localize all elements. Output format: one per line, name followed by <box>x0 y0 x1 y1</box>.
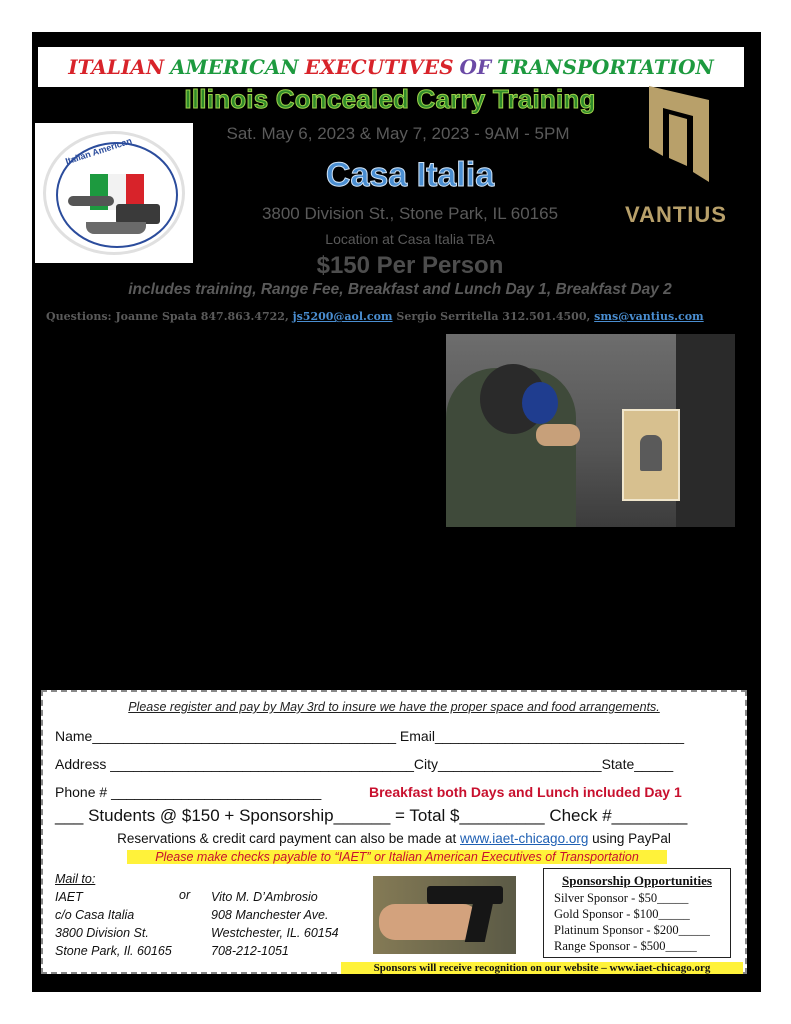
sponsorship-box <box>543 868 731 958</box>
title-word-american: AMERICAN <box>170 55 299 79</box>
shooting-range-photo <box>446 334 735 527</box>
contact-middle: Sergio Serritella 312.501.4500, <box>396 310 591 323</box>
reservations-suffix: using PayPal <box>592 831 671 846</box>
iaet-logo-oval <box>43 131 185 255</box>
name-label: Name <box>55 728 93 744</box>
mail-line: 908 Manchester Ave. <box>211 908 329 922</box>
sponsor-level-platinum: Platinum Sponsor - $200_____ <box>554 923 710 937</box>
venue-address: 3800 Division St., Stone Park, IL 60165 <box>261 204 559 223</box>
mail-to-address-2 <box>211 888 339 960</box>
registration-form <box>41 690 747 974</box>
students-total-line[interactable]: ___ Students @ $150 + Sponsorship______ = Total $_________ <box>55 806 545 825</box>
registration-note: Please register and pay by May 3rd to insure we have the proper space and food arrangements. <box>128 700 660 714</box>
sponsor-level-silver: Silver Sponsor - $50_____ <box>554 891 689 905</box>
phone-label: Phone # <box>55 784 108 800</box>
mail-line: 708-212-1051 <box>211 944 289 958</box>
sponsor-level-range: Range Sponsor - $500_____ <box>554 939 697 953</box>
sponsorship-heading: Sponsorship Opportunities <box>562 873 712 888</box>
plane-icon <box>68 196 114 206</box>
email-link-1[interactable]: js5200@aol.com <box>292 310 393 323</box>
email-label: Email <box>399 728 435 744</box>
location-note: Location at Casa Italia TBA <box>325 231 495 247</box>
mail-line: IAET <box>55 890 83 904</box>
website-link[interactable]: www.iaet-chicago.org <box>460 831 589 846</box>
iaet-logo <box>35 123 193 263</box>
shooter-arm <box>536 424 580 446</box>
mail-line: Stone Park, Il. 60165 <box>55 944 172 958</box>
reservations-line <box>43 831 745 846</box>
contact-prefix: Questions: Joanne Spata 847.863.4722, <box>46 310 289 323</box>
address-row <box>55 756 673 772</box>
state-label: State <box>601 756 635 772</box>
handgun-photo <box>373 876 516 954</box>
range-booth <box>676 334 735 527</box>
contact-line <box>46 310 756 323</box>
city-label: City <box>413 756 439 772</box>
title-word-of: OF <box>459 55 492 79</box>
includes-text: includes training, Range Fee, Breakfast and Lunch Day 1, Breakfast Day 2 <box>128 281 672 298</box>
email-link-2[interactable]: sms@vantius.com <box>594 310 704 323</box>
mail-to-address-1 <box>55 870 172 960</box>
email-field[interactable]: ________________________________ <box>434 728 685 744</box>
title-word-italian: ITALIAN <box>68 55 165 79</box>
phone-field[interactable]: ___________________________ <box>111 784 322 800</box>
event-date: Sat. May 6, 2023 & May 7, 2023 - 9AM - 5PM <box>226 124 570 143</box>
venue-name: Casa Italia <box>325 156 495 194</box>
logo-arc-text: Italian American <box>64 135 134 167</box>
checks-payable-note: Please make checks payable to “IAET” or Italian American Executives of Transportation <box>127 850 667 864</box>
sponsor-recognition-note: Sponsors will receive recognition on our website – www.iaet-chicago.org <box>341 962 743 974</box>
name-field[interactable]: _______________________________________ <box>92 728 397 744</box>
or-text: or <box>179 888 191 902</box>
name-email-row <box>55 728 684 744</box>
title-word-transportation: TRANSPORTATION <box>497 55 714 79</box>
mail-line: Vito M. D’Ambrosio <box>211 890 318 904</box>
ear-protection <box>522 382 558 424</box>
phone-row <box>55 784 321 800</box>
reservations-prefix: Reservations & credit card payment can also be made at <box>117 831 457 846</box>
sponsor-level-gold: Gold Sponsor - $100_____ <box>554 907 690 921</box>
mail-to-heading: Mail to: <box>55 872 96 886</box>
paper-target <box>622 409 680 501</box>
mail-line: 3800 Division St. <box>55 926 149 940</box>
event-subtitle: Illinois Concealed Carry Training <box>184 84 596 114</box>
title-word-executives: EXECUTIVES <box>304 55 454 79</box>
organization-title <box>38 47 744 87</box>
mail-line: Westchester, IL. 60154 <box>211 926 339 940</box>
vantius-mark-icon <box>649 86 709 182</box>
state-field[interactable]: _____ <box>634 756 674 772</box>
mail-line: c/o Casa Italia <box>55 908 135 922</box>
students-total-row <box>55 806 687 826</box>
check-number-field[interactable]: Check #________ <box>549 806 688 825</box>
vantius-logo <box>606 86 746 232</box>
address-field[interactable]: _______________________________________ <box>110 756 414 772</box>
vantius-wordmark: VANTIUS <box>625 202 727 227</box>
meal-note: Breakfast both Days and Lunch included Day 1 <box>369 784 682 800</box>
ship-icon <box>86 222 146 234</box>
hand <box>379 904 479 940</box>
address-label: Address <box>55 756 107 772</box>
city-field[interactable]: _____________________ <box>438 756 602 772</box>
price: $150 Per Person <box>316 252 504 279</box>
truck-icon <box>116 204 160 224</box>
